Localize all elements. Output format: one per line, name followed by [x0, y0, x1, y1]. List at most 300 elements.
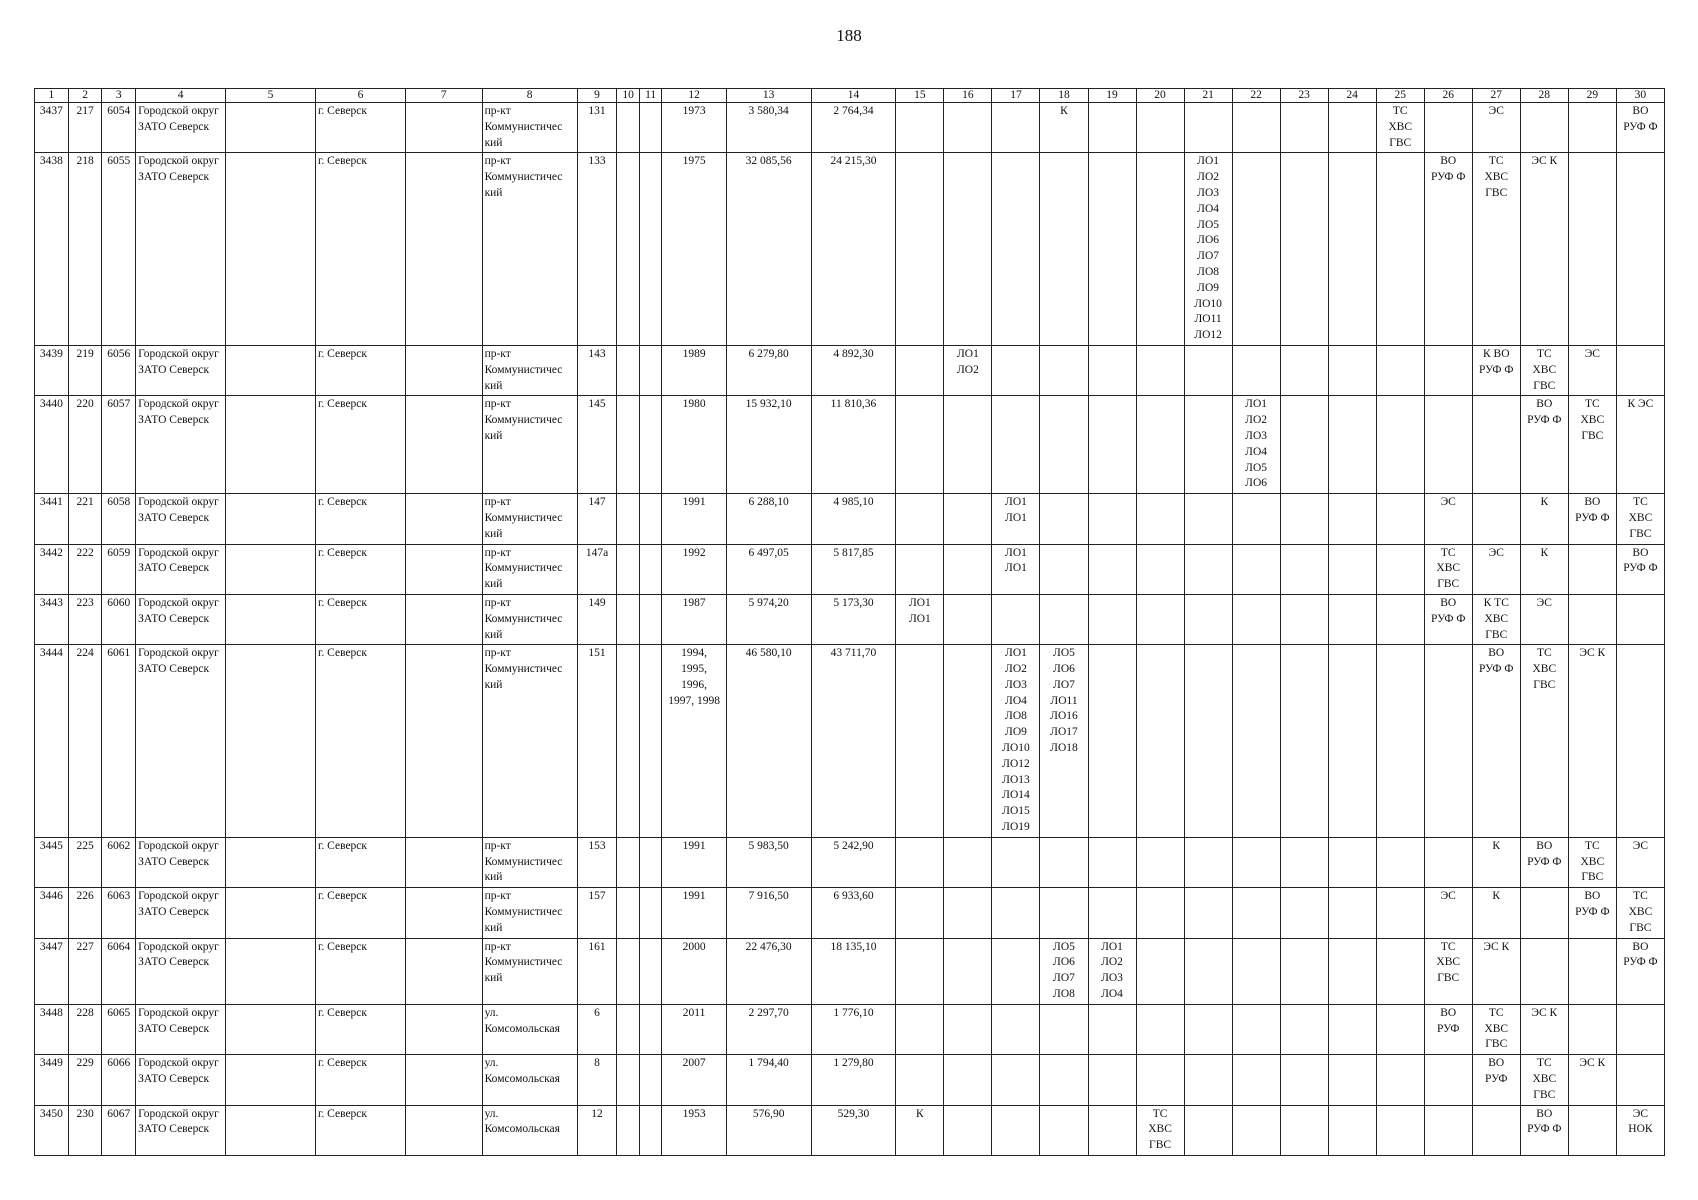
cell-col-15 [896, 494, 944, 544]
cell-col-12: 1991 [662, 494, 726, 544]
cell-col-22 [1232, 494, 1280, 544]
cell-col-16 [944, 1105, 992, 1155]
cell-col-27: ЭС [1472, 544, 1520, 594]
cell-col-16 [944, 103, 992, 153]
cell-col-26: ЭС [1424, 494, 1472, 544]
cell-col-25 [1376, 837, 1424, 887]
cell-col-12: 1953 [662, 1105, 726, 1155]
cell-col-28: ТС ХВС ГВС [1520, 1055, 1568, 1105]
cell-col-13: 7 916,50 [726, 888, 811, 938]
cell-col-18 [1040, 1055, 1088, 1105]
cell-col-23 [1280, 494, 1328, 544]
cell-col-9: 8 [577, 1055, 617, 1105]
cell-col-1: 3446 [35, 888, 69, 938]
column-header-28: 28 [1520, 89, 1568, 103]
cell-col-1: 3449 [35, 1055, 69, 1105]
cell-col-10 [617, 1004, 639, 1054]
cell-col-15: К [896, 1105, 944, 1155]
cell-col-21 [1184, 1004, 1232, 1054]
cell-col-12: 1989 [662, 345, 726, 395]
cell-col-5 [226, 837, 316, 887]
cell-col-11 [639, 544, 661, 594]
cell-col-6: г. Северск [316, 594, 406, 644]
cell-col-28 [1520, 103, 1568, 153]
cell-col-17 [992, 103, 1040, 153]
cell-col-22 [1232, 544, 1280, 594]
cell-col-24 [1328, 1004, 1376, 1054]
column-header-18: 18 [1040, 89, 1088, 103]
cell-col-26: ТС ХВС ГВС [1424, 544, 1472, 594]
cell-col-30: К ЭС [1616, 396, 1664, 494]
cell-col-23 [1280, 345, 1328, 395]
column-header-24: 24 [1328, 89, 1376, 103]
cell-col-4: Городской округ ЗАТО Северск [136, 594, 226, 644]
page-number: 188 [836, 26, 862, 45]
cell-col-17 [992, 1004, 1040, 1054]
cell-col-3: 6064 [102, 938, 136, 1004]
cell-col-30: ЭС НОК [1616, 1105, 1664, 1155]
cell-col-18 [1040, 888, 1088, 938]
cell-col-15 [896, 837, 944, 887]
cell-col-26 [1424, 1055, 1472, 1105]
cell-col-17 [992, 396, 1040, 494]
cell-col-28 [1520, 938, 1568, 1004]
cell-col-5 [226, 1004, 316, 1054]
cell-col-6: г. Северск [316, 494, 406, 544]
table-row [35, 938, 1665, 1004]
cell-col-3: 6054 [102, 103, 136, 153]
table-row [35, 837, 1665, 887]
cell-col-28: ТС ХВС ГВС [1520, 645, 1568, 838]
cell-col-8: пр-кт Коммунистичес кий [482, 153, 577, 346]
cell-col-9: 153 [577, 837, 617, 887]
cell-col-22 [1232, 1055, 1280, 1105]
column-header-2: 2 [68, 89, 102, 103]
cell-col-6: г. Северск [316, 645, 406, 838]
cell-col-26 [1424, 345, 1472, 395]
cell-col-29: ВО РУФ Ф [1568, 888, 1616, 938]
cell-col-10 [617, 594, 639, 644]
cell-col-27: ЭС К [1472, 938, 1520, 1004]
cell-col-21 [1184, 888, 1232, 938]
cell-col-15 [896, 544, 944, 594]
cell-col-29: ЭС К [1568, 1055, 1616, 1105]
cell-col-15 [896, 396, 944, 494]
cell-col-15 [896, 888, 944, 938]
table-row [35, 396, 1665, 494]
cell-col-16 [944, 396, 992, 494]
cell-col-27: ТС ХВС ГВС [1472, 1004, 1520, 1054]
cell-col-8: пр-кт Коммунистичес кий [482, 888, 577, 938]
cell-col-5 [226, 938, 316, 1004]
cell-col-12: 1994, 1995, 1996, 1997, 1998 [662, 645, 726, 838]
cell-col-28: ВО РУФ Ф [1520, 1105, 1568, 1155]
cell-col-23 [1280, 103, 1328, 153]
cell-col-20 [1136, 938, 1184, 1004]
cell-col-1: 3445 [35, 837, 69, 887]
cell-col-26: ВО РУФ [1424, 1004, 1472, 1054]
cell-col-5 [226, 103, 316, 153]
cell-col-17: ЛО1 ЛО2 ЛО3 ЛО4 ЛО8 ЛО9 ЛО10 ЛО12 ЛО13 ЛО14 ЛО15 ЛО19 [992, 645, 1040, 838]
cell-col-13: 5 974,20 [726, 594, 811, 644]
cell-col-25 [1376, 938, 1424, 1004]
cell-col-19 [1088, 594, 1136, 644]
cell-col-21 [1184, 544, 1232, 594]
cell-col-6: г. Северск [316, 1004, 406, 1054]
cell-col-2: 224 [68, 645, 102, 838]
cell-col-22 [1232, 594, 1280, 644]
cell-col-25: ТС ХВС ГВС [1376, 103, 1424, 153]
cell-col-29: ЭС [1568, 345, 1616, 395]
column-header-27: 27 [1472, 89, 1520, 103]
cell-col-14: 18 135,10 [811, 938, 896, 1004]
cell-col-23 [1280, 544, 1328, 594]
cell-col-6: г. Северск [316, 1105, 406, 1155]
cell-col-1: 3448 [35, 1004, 69, 1054]
cell-col-26 [1424, 1105, 1472, 1155]
cell-col-30 [1616, 1004, 1664, 1054]
cell-col-7 [405, 345, 482, 395]
cell-col-30: ТС ХВС ГВС [1616, 494, 1664, 544]
cell-col-23 [1280, 645, 1328, 838]
cell-col-28: ВО РУФ Ф [1520, 837, 1568, 887]
cell-col-5 [226, 153, 316, 346]
cell-col-14: 4 985,10 [811, 494, 896, 544]
table-row [35, 645, 1665, 838]
cell-col-25 [1376, 594, 1424, 644]
cell-col-5 [226, 1105, 316, 1155]
cell-col-7 [405, 888, 482, 938]
cell-col-17: ЛО1 ЛО1 [992, 494, 1040, 544]
cell-col-15 [896, 103, 944, 153]
cell-col-20 [1136, 888, 1184, 938]
cell-col-13: 32 085,56 [726, 153, 811, 346]
column-header-1: 1 [35, 89, 69, 103]
cell-col-4: Городской округ ЗАТО Северск [136, 938, 226, 1004]
cell-col-29: ТС ХВС ГВС [1568, 837, 1616, 887]
cell-col-2: 222 [68, 544, 102, 594]
cell-col-16 [944, 544, 992, 594]
column-header-13: 13 [726, 89, 811, 103]
cell-col-25 [1376, 888, 1424, 938]
cell-col-17 [992, 345, 1040, 395]
cell-col-22 [1232, 837, 1280, 887]
cell-col-6: г. Северск [316, 345, 406, 395]
cell-col-3: 6065 [102, 1004, 136, 1054]
cell-col-24 [1328, 544, 1376, 594]
cell-col-17: ЛО1 ЛО1 [992, 544, 1040, 594]
cell-col-19 [1088, 1055, 1136, 1105]
cell-col-1: 3441 [35, 494, 69, 544]
cell-col-2: 229 [68, 1055, 102, 1105]
cell-col-17 [992, 153, 1040, 346]
cell-col-12: 2000 [662, 938, 726, 1004]
cell-col-12: 2011 [662, 1004, 726, 1054]
cell-col-16 [944, 888, 992, 938]
column-header-29: 29 [1568, 89, 1616, 103]
cell-col-23 [1280, 888, 1328, 938]
cell-col-27: ВО РУФ [1472, 1055, 1520, 1105]
table-row [35, 103, 1665, 153]
cell-col-12: 1987 [662, 594, 726, 644]
cell-col-21 [1184, 1055, 1232, 1105]
cell-col-14: 43 711,70 [811, 645, 896, 838]
cell-col-24 [1328, 837, 1376, 887]
cell-col-15 [896, 1055, 944, 1105]
column-header-21: 21 [1184, 89, 1232, 103]
cell-col-3: 6059 [102, 544, 136, 594]
cell-col-20 [1136, 345, 1184, 395]
cell-col-9: 133 [577, 153, 617, 346]
cell-col-30 [1616, 153, 1664, 346]
cell-col-8: пр-кт Коммунистичес кий [482, 345, 577, 395]
table-row [35, 1055, 1665, 1105]
table-row [35, 594, 1665, 644]
cell-col-1: 3439 [35, 345, 69, 395]
cell-col-1: 3443 [35, 594, 69, 644]
cell-col-2: 225 [68, 837, 102, 887]
cell-col-4: Городской округ ЗАТО Северск [136, 153, 226, 346]
cell-col-5 [226, 396, 316, 494]
cell-col-1: 3442 [35, 544, 69, 594]
cell-col-29 [1568, 1004, 1616, 1054]
cell-col-8: пр-кт Коммунистичес кий [482, 645, 577, 838]
cell-col-27: К [1472, 837, 1520, 887]
cell-col-16 [944, 153, 992, 346]
cell-col-3: 6063 [102, 888, 136, 938]
cell-col-11 [639, 1105, 661, 1155]
cell-col-10 [617, 544, 639, 594]
cell-col-19: ЛО1 ЛО2 ЛО3 ЛО4 [1088, 938, 1136, 1004]
cell-col-28: ТС ХВС ГВС [1520, 345, 1568, 395]
cell-col-20: ТС ХВС ГВС [1136, 1105, 1184, 1155]
cell-col-10 [617, 1055, 639, 1105]
cell-col-18: ЛО5 ЛО6 ЛО7 ЛО8 [1040, 938, 1088, 1004]
cell-col-22: ЛО1 ЛО2 ЛО3 ЛО4 ЛО5 ЛО6 [1232, 396, 1280, 494]
column-header-30: 30 [1616, 89, 1664, 103]
cell-col-1: 3438 [35, 153, 69, 346]
cell-col-16 [944, 645, 992, 838]
cell-col-1: 3447 [35, 938, 69, 1004]
cell-col-13: 15 932,10 [726, 396, 811, 494]
cell-col-5 [226, 1055, 316, 1105]
cell-col-11 [639, 1055, 661, 1105]
cell-col-27: ВО РУФ Ф [1472, 645, 1520, 838]
cell-col-3: 6066 [102, 1055, 136, 1105]
cell-col-28: ЭС К [1520, 153, 1568, 346]
cell-col-6: г. Северск [316, 938, 406, 1004]
column-header-19: 19 [1088, 89, 1136, 103]
cell-col-1: 3440 [35, 396, 69, 494]
cell-col-4: Городской округ ЗАТО Северск [136, 544, 226, 594]
cell-col-12: 1973 [662, 103, 726, 153]
cell-col-24 [1328, 938, 1376, 1004]
cell-col-7 [405, 396, 482, 494]
cell-col-16 [944, 594, 992, 644]
cell-col-13: 3 580,34 [726, 103, 811, 153]
cell-col-3: 6056 [102, 345, 136, 395]
cell-col-25 [1376, 396, 1424, 494]
column-header-7: 7 [405, 89, 482, 103]
cell-col-15 [896, 645, 944, 838]
cell-col-28: К [1520, 494, 1568, 544]
column-header-3: 3 [102, 89, 136, 103]
cell-col-21 [1184, 837, 1232, 887]
cell-col-4: Городской округ ЗАТО Северск [136, 888, 226, 938]
cell-col-8: пр-кт Коммунистичес кий [482, 938, 577, 1004]
cell-col-27 [1472, 1105, 1520, 1155]
cell-col-29 [1568, 153, 1616, 346]
cell-col-25 [1376, 544, 1424, 594]
cell-col-30 [1616, 345, 1664, 395]
cell-col-7 [405, 103, 482, 153]
cell-col-9: 157 [577, 888, 617, 938]
cell-col-24 [1328, 396, 1376, 494]
cell-col-11 [639, 837, 661, 887]
column-header-6: 6 [316, 89, 406, 103]
cell-col-21 [1184, 494, 1232, 544]
cell-col-7 [405, 938, 482, 1004]
cell-col-3: 6061 [102, 645, 136, 838]
cell-col-27 [1472, 396, 1520, 494]
cell-col-19 [1088, 1105, 1136, 1155]
cell-col-11 [639, 888, 661, 938]
cell-col-4: Городской округ ЗАТО Северск [136, 1004, 226, 1054]
cell-col-12: 2007 [662, 1055, 726, 1105]
cell-col-23 [1280, 1004, 1328, 1054]
cell-col-13: 46 580,10 [726, 645, 811, 838]
cell-col-17 [992, 1055, 1040, 1105]
column-header-26: 26 [1424, 89, 1472, 103]
cell-col-20 [1136, 594, 1184, 644]
cell-col-6: г. Северск [316, 396, 406, 494]
cell-col-30: ВО РУФ Ф [1616, 544, 1664, 594]
column-header-10: 10 [617, 89, 639, 103]
cell-col-8: пр-кт Коммунистичес кий [482, 544, 577, 594]
table-row [35, 345, 1665, 395]
table-row [35, 544, 1665, 594]
cell-col-5 [226, 345, 316, 395]
cell-col-18 [1040, 837, 1088, 887]
cell-col-20 [1136, 396, 1184, 494]
cell-col-8: пр-кт Коммунистичес кий [482, 594, 577, 644]
cell-col-8: пр-кт Коммунистичес кий [482, 494, 577, 544]
cell-col-26 [1424, 837, 1472, 887]
cell-col-14: 2 764,34 [811, 103, 896, 153]
cell-col-26 [1424, 103, 1472, 153]
cell-col-20 [1136, 645, 1184, 838]
cell-col-10 [617, 938, 639, 1004]
cell-col-28: ЭС К [1520, 1004, 1568, 1054]
cell-col-13: 2 297,70 [726, 1004, 811, 1054]
cell-col-25 [1376, 345, 1424, 395]
column-header-8: 8 [482, 89, 577, 103]
cell-col-22 [1232, 153, 1280, 346]
cell-col-14: 5 242,90 [811, 837, 896, 887]
cell-col-18 [1040, 1004, 1088, 1054]
cell-col-11 [639, 494, 661, 544]
cell-col-14: 5 817,85 [811, 544, 896, 594]
cell-col-28: ВО РУФ Ф [1520, 396, 1568, 494]
cell-col-26 [1424, 645, 1472, 838]
cell-col-9: 161 [577, 938, 617, 1004]
cell-col-25 [1376, 1055, 1424, 1105]
cell-col-4: Городской округ ЗАТО Северск [136, 494, 226, 544]
cell-col-12: 1991 [662, 888, 726, 938]
table-row [35, 888, 1665, 938]
cell-col-15: ЛО1 ЛО1 [896, 594, 944, 644]
cell-col-8: пр-кт Коммунистичес кий [482, 837, 577, 887]
cell-col-11 [639, 645, 661, 838]
cell-col-19 [1088, 396, 1136, 494]
cell-col-9: 131 [577, 103, 617, 153]
cell-col-23 [1280, 837, 1328, 887]
cell-col-9: 147а [577, 544, 617, 594]
cell-col-18 [1040, 544, 1088, 594]
cell-col-15 [896, 345, 944, 395]
cell-col-6: г. Северск [316, 837, 406, 887]
cell-col-23 [1280, 153, 1328, 346]
cell-col-20 [1136, 1055, 1184, 1105]
cell-col-25 [1376, 494, 1424, 544]
cell-col-2: 227 [68, 938, 102, 1004]
cell-col-18: ЛО5 ЛО6 ЛО7 ЛО11 ЛО16 ЛО17 ЛО18 [1040, 645, 1088, 838]
cell-col-12: 1975 [662, 153, 726, 346]
cell-col-29: ТС ХВС ГВС [1568, 396, 1616, 494]
cell-col-19 [1088, 494, 1136, 544]
table-row [35, 1004, 1665, 1054]
cell-col-2: 221 [68, 494, 102, 544]
cell-col-26: ТС ХВС ГВС [1424, 938, 1472, 1004]
cell-col-8: ул. Комсомольская [482, 1055, 577, 1105]
cell-col-23 [1280, 594, 1328, 644]
column-header-11: 11 [639, 89, 661, 103]
cell-col-5 [226, 544, 316, 594]
cell-col-30: ВО РУФ Ф [1616, 103, 1664, 153]
cell-col-3: 6062 [102, 837, 136, 887]
cell-col-17 [992, 888, 1040, 938]
column-header-16: 16 [944, 89, 992, 103]
cell-col-24 [1328, 103, 1376, 153]
cell-col-10 [617, 103, 639, 153]
cell-col-29: ЭС К [1568, 645, 1616, 838]
cell-col-25 [1376, 153, 1424, 346]
cell-col-4: Городской округ ЗАТО Северск [136, 1055, 226, 1105]
cell-col-2: 218 [68, 153, 102, 346]
cell-col-3: 6058 [102, 494, 136, 544]
cell-col-19 [1088, 645, 1136, 838]
cell-col-22 [1232, 645, 1280, 838]
column-header-20: 20 [1136, 89, 1184, 103]
cell-col-2: 217 [68, 103, 102, 153]
cell-col-20 [1136, 837, 1184, 887]
cell-col-16 [944, 837, 992, 887]
cell-col-14: 6 933,60 [811, 888, 896, 938]
column-header-17: 17 [992, 89, 1040, 103]
cell-col-6: г. Северск [316, 888, 406, 938]
cell-col-2: 219 [68, 345, 102, 395]
cell-col-18 [1040, 594, 1088, 644]
cell-col-3: 6067 [102, 1105, 136, 1155]
cell-col-19 [1088, 153, 1136, 346]
column-header-25: 25 [1376, 89, 1424, 103]
cell-col-1: 3450 [35, 1105, 69, 1155]
cell-col-6: г. Северск [316, 103, 406, 153]
cell-col-22 [1232, 1004, 1280, 1054]
cell-col-22 [1232, 345, 1280, 395]
cell-col-24 [1328, 1055, 1376, 1105]
cell-col-29 [1568, 544, 1616, 594]
